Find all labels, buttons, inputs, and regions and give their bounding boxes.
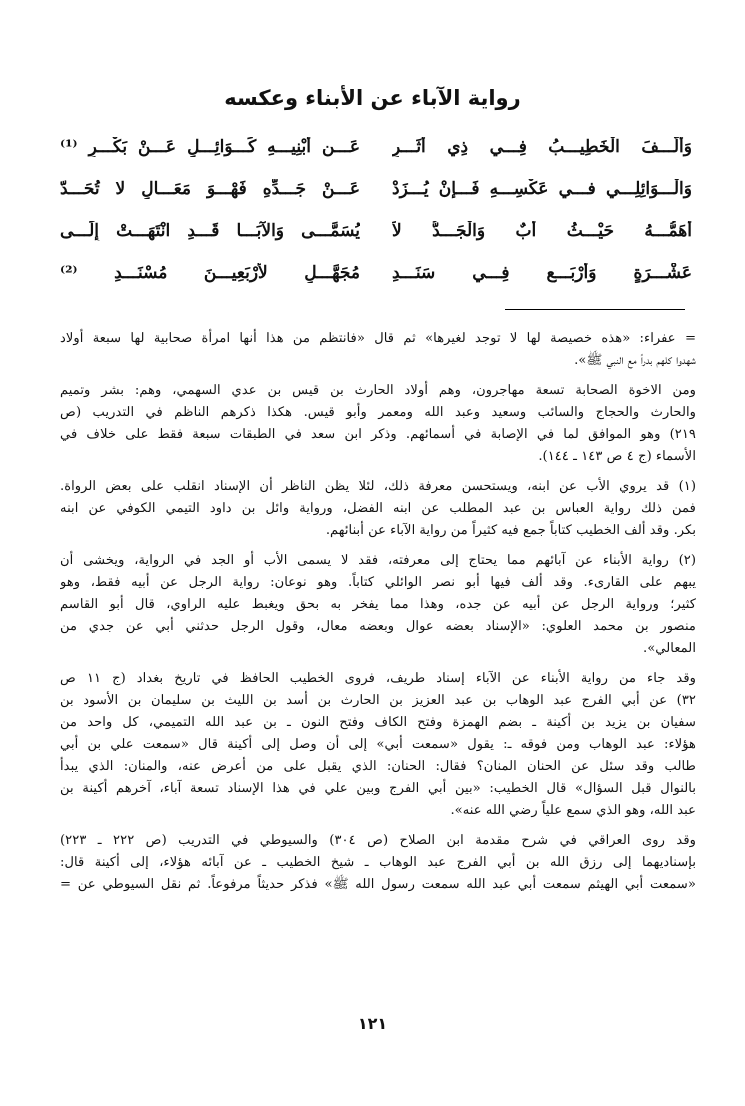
verse-first-hemistich: أَهَمُّـــهُ حَيْـــثُ أَبٌ وَالْجَـــدُّ لاَ bbox=[392, 221, 692, 241]
footnote-line: (٢) رواية الأبناء عن آبائهم مما يحتاج إلى معرفته، فقد لا يسمى الأب أو الجد في الرواية، ويخشى أن bbox=[60, 553, 696, 568]
footnote-line: بكر. وقد ألف الخطيب كتاباً جمع فيه كثيراً من رواية الآباء عن أبنائهم. bbox=[325, 523, 696, 538]
footnote-line: فمن ذلك رواية العباس بن عبد المطلب عن ابنه الفضل، ورواية وائل بن داود التيمي الكوفي عن ابنه bbox=[60, 501, 696, 516]
verse-second-hemistich: مُجَهَّـــلٍ لأَرْبَعِيـــنَ مُسْنَـــدِ ⁽²⁾ bbox=[60, 263, 360, 283]
footnote-1 bbox=[60, 476, 696, 542]
verse bbox=[60, 126, 692, 168]
footnote-line: (١) قد يروي الأب عن ابنه، ويستحسن معرفة ذلك، لئلا يظن الناظر أن الإسناد انقلب على بعض الرواة. bbox=[60, 479, 696, 494]
footnote-line: عبد الله، وهو الذي سمع علياً رضي الله عنه». bbox=[450, 803, 696, 818]
verse-first-hemistich: عَشْـــرَةٍ وَأَرْبَـــعٍ فِـــي سَنَـــدِ bbox=[392, 263, 692, 283]
verse bbox=[60, 210, 692, 252]
footnote-line: بإسناديهما إلى رزق الله بن أبي الفرج عبد الوهاب ـ شيخ الخطيب ـ عن آبائه هؤلاء، إلى أكينة قال: bbox=[60, 855, 696, 870]
page-title: رواية الآباء عن الأبناء وعكسه bbox=[224, 86, 521, 110]
footnote-line: يبهم على القارىء. وقد ألف فيها أبو نصر الوائلي كتاباً. وهو نوعان: رواية الرجل عن أبيه فقط، وهو bbox=[60, 575, 696, 590]
footnote-line: المعالي». bbox=[643, 641, 696, 656]
footnote-line: طالب وقد سئل عن الحنان المنان؟ فقال: الحنان: الذي يقبل على من أعرض عنه، والمنان: الذي يبدأ bbox=[60, 759, 696, 774]
footnote-line: «سمعت أبي الهيثم سمعت أبي عبد الله سمعت رسول الله ﷺ» فذكر حديثاً مرفوعاً. ثم نقل السيوطي عن = bbox=[60, 877, 696, 892]
footnote-line: وقد روى العراقي في شرح مقدمة ابن الصلاح (ص ٣٠٤) والسيوطي في التدريب (ص ٢٢٢ ـ ٢٢٣) bbox=[60, 833, 696, 848]
footnote-line: وقد جاء من رواية الأبناء عن الآباء إسناد طريف، فروى الخطيب الحافظ في تاريخ بغداد (ج ١١ ص bbox=[60, 671, 696, 686]
verse bbox=[60, 168, 692, 210]
footnote-line: = عفراء: «هذه خصيصة لها لا توجد لغيرها» ثم قال «فانتظم من هذا أنها امرأة صحابية لها سبعة أولاد bbox=[60, 331, 696, 346]
footnote-line: الأسماء (ج ٤ ص ١٤٣ ـ ١٤٤). bbox=[538, 449, 696, 464]
footnote-paragraph bbox=[60, 380, 696, 468]
footnote-line: ومن الاخوة الصحابة تسعة مهاجرون، وهم أولاد الحارث بن قيس بن عدي السهمي، وهم: بشر وتميم bbox=[60, 383, 696, 398]
footnote-line: ٣٢) عن أبي الفرج عبد الوهاب بن عبد العزيز بن الحارث بن أسد بن الليث بن سليمان بن الأسود بن bbox=[60, 693, 696, 708]
footnote-line: والحارث والحجاج والسائب وسعيد وعبد الله ومعمر وأبو قيس. هكذا ذكرهم الناظم في التدريب (ص bbox=[60, 405, 696, 420]
verse-second-hemistich: عَـــنْ جَـــدِّهِ فَهْـــوَ مَعَـــالٍ لا تُحَـــدّ bbox=[60, 179, 360, 199]
footnotes bbox=[60, 328, 696, 904]
footnote-paragraph bbox=[60, 668, 696, 822]
footnote-line: شهدوا كلهم بدراً مع النبي ﷺ». bbox=[574, 353, 696, 368]
footnote-line: هؤلاء: عبد الوهاب ومن فوقه ـ: يقول «سمعت أبي» إلى أن وصل إلى أكينة قال «سمعت علي بن أبي bbox=[60, 737, 696, 752]
footnote-line: كثير؛ ورواية الرجل عن أبيه عن جده، وهذا مما يفخر به بحق ويغبط عليه الراوي، قال أبو القاسم bbox=[60, 597, 696, 612]
footnote-divider bbox=[505, 309, 685, 310]
footnote-line: ٢١٩) وهو الموافق لما في الإصابة في أسمائهم. وذكر ابن سعد في الطبقات سبعة فقط على خلاف في bbox=[60, 427, 696, 442]
footnote-continuation bbox=[60, 328, 696, 372]
verse-first-hemistich: وَالْـــوَائِلِـــي فـــي عَكْسِـــهِ فَـــإِنْ يُـــزَدْ bbox=[392, 179, 692, 199]
verse bbox=[60, 252, 692, 294]
footnote-paragraph bbox=[60, 830, 696, 896]
verse-first-hemistich: وَأَلَّـــفَ الْخَطِيـــبُ فِـــي ذِي أَثَـــرِ bbox=[392, 137, 692, 157]
verse-second-hemistich: يُسَمَّـــى وَالآبَـــا قَـــدِ انْتَهَـــتْ إِلَـــى bbox=[60, 221, 360, 241]
footnote-2 bbox=[60, 550, 696, 660]
footnote-line: بالنوال قبل السؤال» قال الخطيب: «بين أبي الفرج وبين علي في هذا الإسناد تسعة آباء، آخرهم أكينة بن bbox=[60, 781, 696, 796]
poem bbox=[60, 126, 692, 294]
page-number: ١٢١ bbox=[357, 1014, 388, 1033]
footnote-line: منصور بن محمد العلوي: «الإسناد بعضه عوال وبعضه معال، وقول الرجل حدثني أبي عن جدي من bbox=[60, 619, 696, 634]
footnote-line: سفيان بن يزيد بن أكينة ـ بضم الهمزة وفتح الكاف وفتح النون ـ بن عبد الله التميمي، كل واحد من bbox=[60, 715, 696, 730]
verse-second-hemistich: عَـــنِ أَبْنِيـــهِ كَـــوَائِـــلٍ عَـــنْ بَكْـــرِ ⁽¹⁾ bbox=[60, 137, 360, 157]
